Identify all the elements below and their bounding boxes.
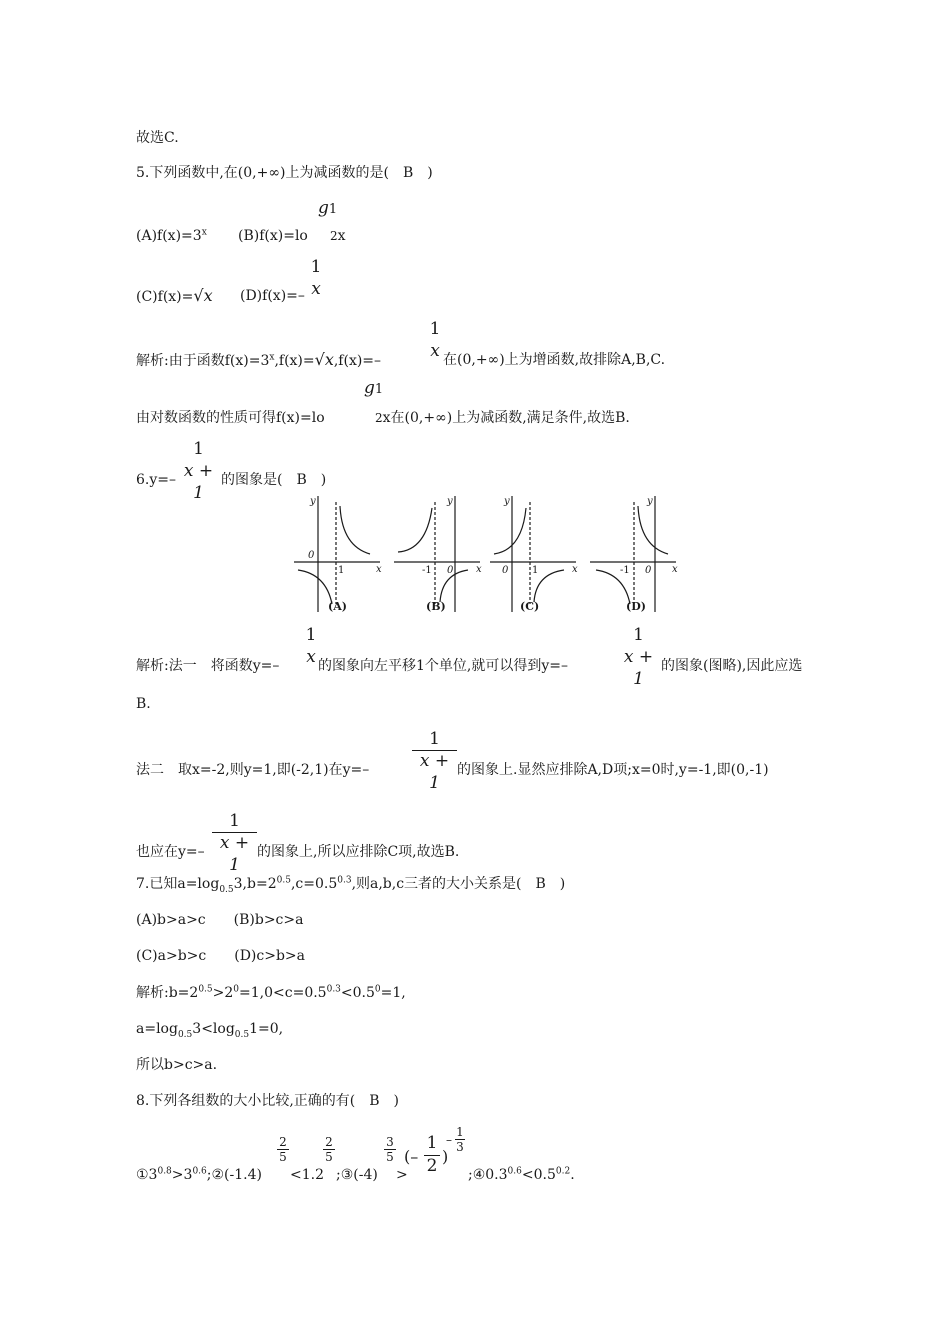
option-5-d: (D)f(x)=– xyxy=(240,288,305,304)
graph-b-neg1: -1 xyxy=(422,565,432,576)
log-base-a5: g1 xyxy=(364,378,384,398)
question-8: 8.下列各组数的大小比较,正确的有( B ) xyxy=(136,1093,400,1109)
analysis-6-line2: B. xyxy=(136,696,151,712)
graph-d xyxy=(590,496,676,612)
question-6: 6.y=– xyxy=(136,472,176,488)
fraction-1-over-x-a5: 1 x xyxy=(429,319,441,361)
question-8-items: $①3^{0.8}>3^{0.6};②(-1.4)$ xyxy=(136,1166,262,1183)
log-sub-5b: 2x xyxy=(330,228,346,244)
graph-a-label: (A) xyxy=(328,600,347,613)
graph-c xyxy=(490,496,576,612)
question-7: 7.已知$a=\log_{0.5}3,b=2^{0.5},c=0.5^{0.3}$,则a,b,c三者的大小关系是( B ) xyxy=(136,875,566,895)
fraction-q6: 1 x + 1 xyxy=(183,439,214,503)
graph-b-label: (B) xyxy=(426,600,446,613)
analysis-5-line1-end: 在(0,+∞)上为增函数,故排除A,B,C. xyxy=(443,352,666,368)
analysis-7-line2: $a=\log_{0.5}3<\log_{0.5}1=0$, xyxy=(136,1021,284,1040)
analysis-6-line3-end: 的图象上.显然应排除A,D项;x=0时,y=-1,即(0,-1) xyxy=(457,762,769,778)
fraction-1-over-x-a6: 1 x xyxy=(305,625,317,667)
analysis-6-line4: 也应在y=– xyxy=(136,844,205,860)
graph-c-origin: 0 xyxy=(502,565,509,576)
analysis-5-line1: 解析:由于函数$f(x)=3^x,f(x)=√x,f(x)=-$ xyxy=(136,350,382,369)
graph-a xyxy=(294,496,380,612)
analysis-5-line2-end: 2x在(0,+∞)上为减函数,满足条件,故选B. xyxy=(375,410,630,426)
analysis-6-line1-mid: 的图象向左平移1个单位,就可以得到y=– xyxy=(318,658,568,674)
analysis-6-line4-end: 的图象上,所以应排除C项,故选B. xyxy=(257,844,460,860)
question-8-items-b: <1.2 xyxy=(290,1167,324,1183)
graph-c-label: (C) xyxy=(520,600,540,613)
graph-c-y: y xyxy=(504,496,510,507)
question-6-end: 的图象是( B ) xyxy=(221,472,327,488)
graph-a-y: y xyxy=(310,496,316,507)
graph-b-y: y xyxy=(447,496,453,507)
analysis-6-line3: 法二 取x=-2,则y=1,即(-2,1)在y=– xyxy=(136,762,370,778)
fraction-a6-3: 1 x + 1 xyxy=(212,810,257,876)
graph-b-x: x xyxy=(476,564,482,575)
graph-a-x: x xyxy=(376,564,382,575)
option-5-a: $(A)f(x)=3^x$ xyxy=(136,227,207,244)
fraction-1-over-x-5d: 1 x xyxy=(310,257,322,299)
option-5-c: (C)f(x)=√x xyxy=(136,286,213,305)
analysis-6-line1-end: 的图象(图略),因此应选 xyxy=(661,658,803,674)
analysis-6-line1: 解析:法一 将函数y=– xyxy=(136,658,280,674)
graph-options xyxy=(290,492,680,622)
log-base-5b: g1 xyxy=(318,198,338,218)
graph-a-one: 1 xyxy=(338,565,345,576)
fraction-a6-1: 1 x + 1 xyxy=(623,625,654,689)
question-5: 5.下列函数中,在(0,+∞)上为减函数的是( B ) xyxy=(136,165,433,181)
fraction-a6-2: 1 x + 1 xyxy=(412,728,457,794)
graph-a-origin: 0 xyxy=(308,550,315,561)
graph-svg xyxy=(290,492,680,622)
option-5-b: (B)f(x)=lo xyxy=(238,228,308,244)
graph-d-neg1: -1 xyxy=(620,565,630,576)
graph-d-y: y xyxy=(647,496,653,507)
question-8-items-e: $;④0.3^{0.6}<0.5^{0.2}$. xyxy=(468,1166,575,1183)
exp-3-5: $\frac{3}{5}$ xyxy=(384,1135,396,1164)
analysis-5-line2: 由对数函数的性质可得f(x)=lo xyxy=(136,410,325,426)
conclusion-line: 故选C. xyxy=(136,130,179,146)
graph-b xyxy=(394,496,480,612)
exp-2-5-a: $\frac{2}{5}$ xyxy=(277,1135,289,1164)
graph-d-x: x xyxy=(672,564,678,575)
graph-c-x: x xyxy=(572,564,578,575)
question-8-items-d: > xyxy=(396,1167,408,1183)
question-7-ab: (A)b>a>c (B)b>c>a xyxy=(136,912,304,928)
graph-d-label: (D) xyxy=(626,600,646,613)
graph-c-one: 1 xyxy=(532,565,539,576)
question-8-items-c: ;③(-4) xyxy=(336,1167,378,1183)
exp-2-5-b: $\frac{2}{5}$ xyxy=(323,1135,335,1164)
analysis-7-line1: 解析$:b=2^{0.5}>2^0=1,0<c=0.5^{0.3}<0.5^0=1$, xyxy=(136,984,406,1001)
graph-b-origin: 0 xyxy=(447,565,454,576)
analysis-7-line3: 所以b>c>a. xyxy=(136,1057,218,1073)
graph-d-origin: 0 xyxy=(645,565,652,576)
question-7-cd: (C)a>b>c (D)c>b>a xyxy=(136,948,306,964)
